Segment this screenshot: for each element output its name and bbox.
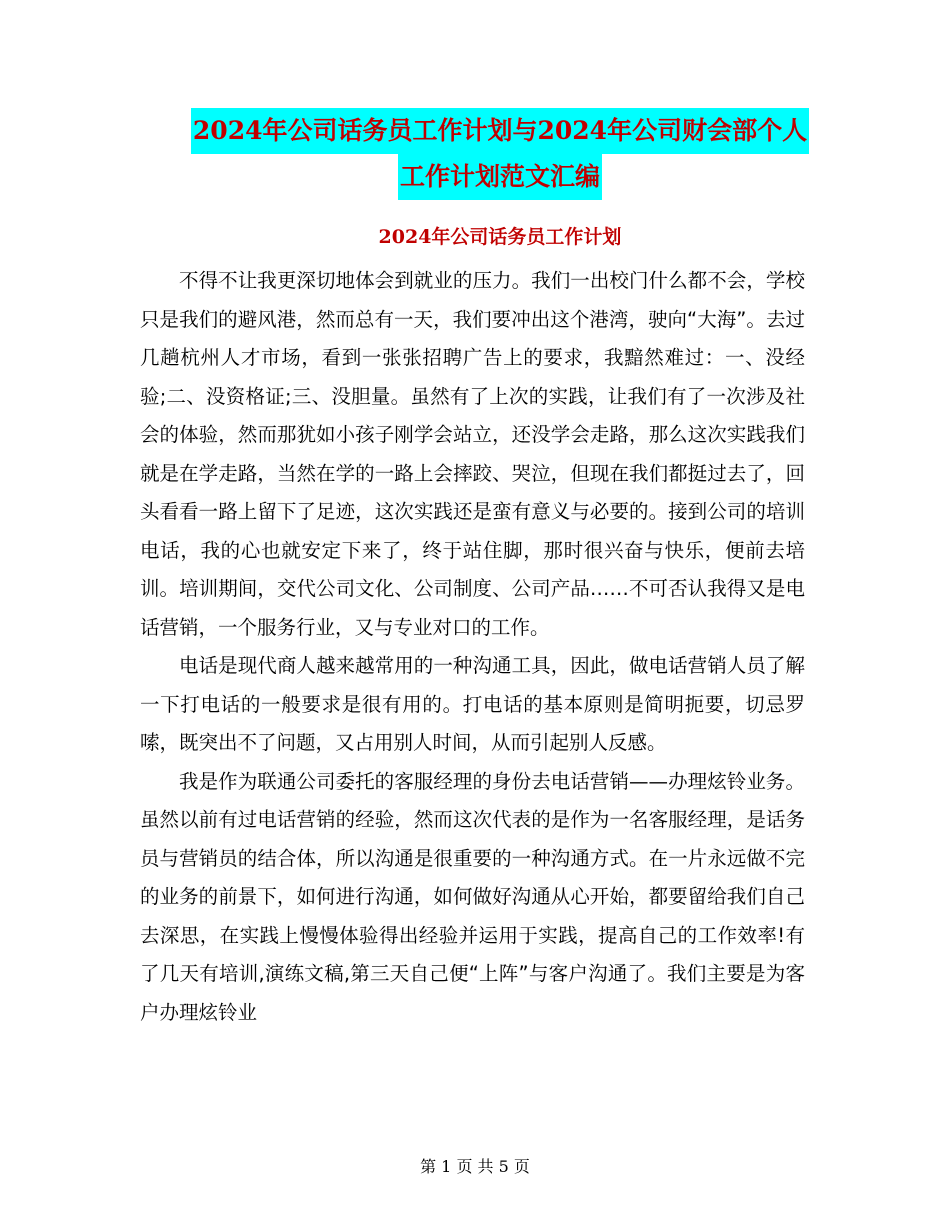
section-heading: 2024年公司话务员工作计划 [378,226,622,248]
document-title [110,108,890,200]
body-text [140,262,805,1032]
paragraph-2: 电话是现代商人越来越常用的一种沟通工具，因此，做电话营销人员了解一下打电话的一般要求是很有用的。打电话的基本原则是简明扼要，切忌罗嗦，既突出不了问题，又占用别人时间，从而引起别人反感。 [140,654,805,754]
paragraph-3: 我是作为联通公司委托的客服经理的身份去电话营销——办理炫铃业务。虽然以前有过电话营销的经验，然而这次代表的是作为一名客服经理，是话务员与营销员的结合体，所以沟通是很重要的一种沟通方式。在一片永远做不完的业务的前景下，如何进行沟通，如何做好沟通从心开始，都要留给我们自己去深思，在实践上慢慢体验得出经验并运用于实践，提高自己的工作效率!有了几天有培训,演练文稿,第三天自己便“上阵”与客户沟通了。我们主要是为客户办理炫铃业 [140,769,805,1024]
paragraph-1: 不得不让我更深切地体会到就业的压力。我们一出校门什么都不会，学校只是我们的避风港，然而总有一天，我们要冲出这个港湾，驶向“大海”。去过几趟杭州人才市场，看到一张张招聘广告上的要求，我黯然难过：一、没经验;二、没资格证;三、没胆量。虽然有了上次的实践，让我们有了一次涉及社会的体验，然而那犹如小孩子刚学会站立，还没学会走路，那么这次实践我们就是在学走路，当然在学的一路上会摔跤、哭泣，但现在我们都挺过去了，回头看看一路上留下了足迹，这次实践还是蛮有意义与必要的。接到公司的培训电话，我的心也就安定下来了，终于站住脚，那时很兴奋与快乐，便前去培训。培训期间，交代公司文化、公司制度、公司产品……不可否认我得又是电话营销，一个服务行业，又与专业对口的工作。 [140,269,805,639]
title-line-2: 工作计划范文汇编 [398,154,602,200]
title-line-1: 2024年公司话务员工作计划与2024年公司财会部个人 [191,108,809,154]
page-footer: 第 1 页 共 5 页 [420,1157,530,1176]
